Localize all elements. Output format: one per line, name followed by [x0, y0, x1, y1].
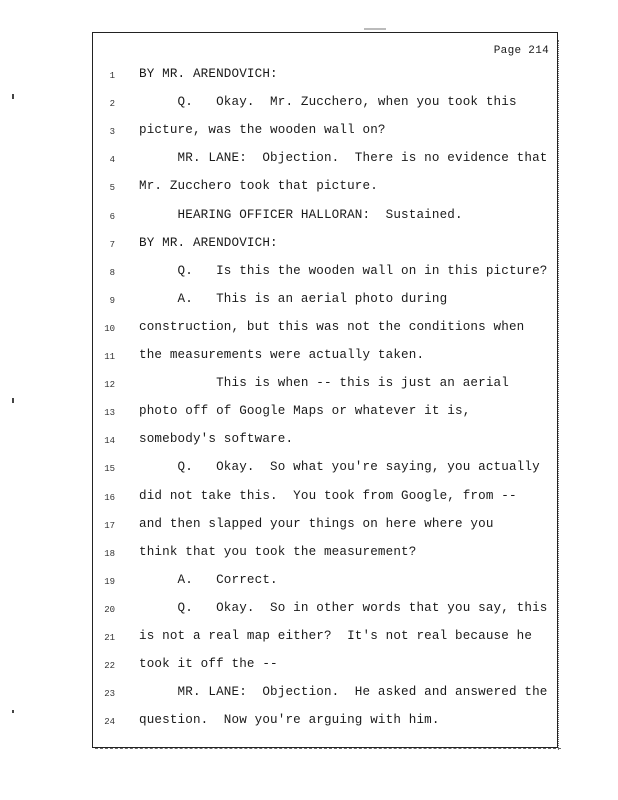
line-number: 11: [104, 352, 115, 362]
line-number: 9: [109, 295, 115, 306]
line-text: Q. Is this the wooden wall on in this picture?: [139, 263, 548, 278]
line-number: 12: [104, 380, 115, 391]
line-text: construction, but this was not the conditions when: [139, 319, 525, 334]
transcript-line: [93, 95, 557, 115]
transcript-line: [93, 573, 557, 593]
margin-mark: [12, 94, 14, 99]
transcript-line: [93, 517, 557, 537]
line-text: Q. Okay. Mr. Zucchero, when you took this: [139, 95, 517, 110]
line-text: Mr. Zucchero took that picture.: [139, 179, 378, 194]
line-text: somebody's software.: [139, 432, 294, 447]
transcript-line: [93, 601, 557, 621]
line-text: picture, was the wooden wall on?: [139, 123, 386, 138]
transcript-line: [93, 320, 557, 340]
line-text: BY MR. ARENDOVICH:: [139, 235, 278, 250]
page-edge: [95, 748, 561, 751]
line-text: Q. Okay. So in other words that you say, this: [139, 600, 548, 615]
line-text: BY MR. ARENDOVICH:: [139, 67, 278, 81]
transcript-line: [93, 432, 557, 452]
line-text: took it off the --: [139, 657, 278, 672]
transcript-line: [93, 685, 557, 705]
line-number: 10: [104, 323, 115, 334]
line-number: 7: [109, 239, 115, 250]
transcript-line: [93, 376, 557, 396]
line-text: A. This is an aerial photo during: [139, 291, 448, 306]
line-text: photo off of Google Maps or whatever it is,: [139, 404, 471, 419]
transcript-line: [93, 545, 557, 565]
line-number: 21: [104, 633, 115, 643]
line-number: 15: [104, 464, 115, 475]
scan-artifact: [364, 28, 386, 30]
transcript-page: [92, 32, 558, 748]
line-number: 3: [109, 127, 115, 138]
line-text: and then slapped your things on here where you: [139, 516, 494, 531]
transcript-line: [93, 208, 557, 228]
line-text: MR. LANE: Objection. He asked and answered the: [139, 685, 548, 700]
line-number: 18: [104, 548, 115, 559]
line-number: 14: [104, 436, 115, 447]
line-number: 4: [109, 155, 115, 166]
line-number: 19: [104, 576, 115, 587]
page-edge: [558, 40, 561, 750]
line-number: 24: [104, 717, 115, 728]
line-text: MR. LANE: Objection. There is no evidence that: [139, 151, 548, 166]
line-number: 2: [109, 99, 115, 110]
line-number: 5: [109, 183, 115, 194]
line-text: is not a real map either? It's not real because he: [139, 629, 533, 643]
line-text: Q. Okay. So what you're saying, you actually: [139, 460, 540, 475]
transcript-line: [93, 348, 557, 368]
line-number: 6: [109, 211, 115, 222]
line-number: 1: [109, 71, 115, 81]
page-number: Page 214: [493, 45, 549, 57]
margin-mark: [12, 710, 14, 713]
line-number: 20: [104, 604, 115, 615]
transcript-line: [93, 123, 557, 143]
line-number: 13: [104, 408, 115, 419]
line-number: 23: [104, 689, 115, 700]
transcript-line: [93, 236, 557, 256]
transcript-line: [93, 404, 557, 424]
transcript-line: [93, 67, 557, 87]
transcript-line: [93, 151, 557, 171]
transcript-line: [93, 713, 557, 733]
transcript-line: [93, 460, 557, 480]
transcript-line: [93, 629, 557, 649]
transcript-line: [93, 264, 557, 284]
line-number: 8: [109, 267, 115, 278]
line-text: HEARING OFFICER HALLORAN: Sustained.: [139, 207, 463, 222]
margin-mark: [12, 398, 14, 403]
transcript-line: [93, 292, 557, 312]
line-number: 16: [104, 492, 115, 503]
transcript-line: [93, 489, 557, 509]
line-text: think that you took the measurement?: [139, 544, 417, 559]
line-number: 22: [104, 661, 115, 672]
line-text: the measurements were actually taken.: [139, 348, 425, 362]
line-text: did not take this. You took from Google, from --: [139, 488, 517, 503]
transcript-line: [93, 657, 557, 677]
line-text: This is when -- this is just an aerial: [139, 376, 509, 391]
line-text: question. Now you're arguing with him.: [139, 713, 440, 728]
line-number: 17: [104, 520, 115, 531]
line-text: A. Correct.: [139, 572, 278, 587]
transcript-line: [93, 179, 557, 199]
